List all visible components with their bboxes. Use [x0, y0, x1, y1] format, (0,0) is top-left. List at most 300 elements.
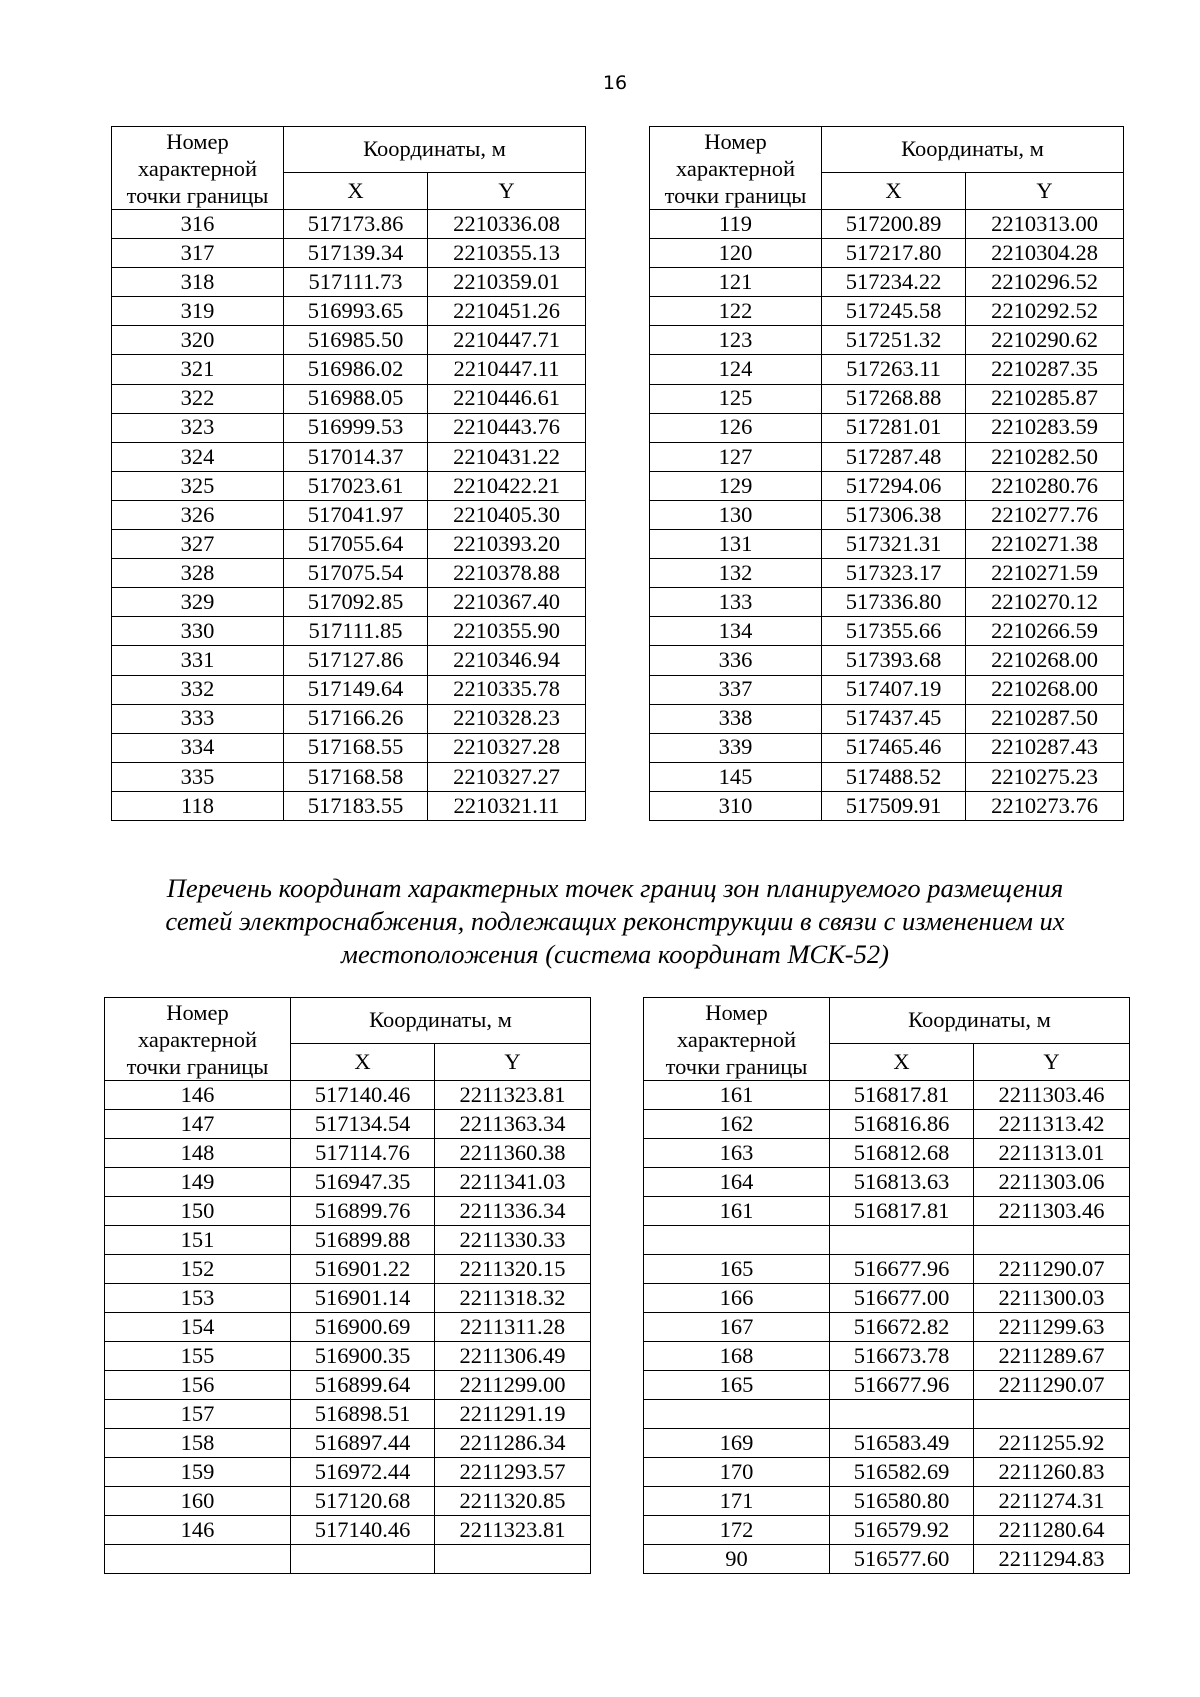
- y-coordinate-cell: 2211299.00: [435, 1371, 591, 1400]
- y-coordinate-cell: [974, 1226, 1130, 1255]
- point-number-cell: 163: [644, 1139, 830, 1168]
- table-row: [644, 1516, 1130, 1545]
- table-row: [112, 268, 586, 297]
- table-body: [112, 210, 586, 821]
- table-row: [644, 1487, 1130, 1516]
- table-row: [105, 1458, 591, 1487]
- table-row: [105, 1226, 591, 1255]
- x-coordinate-cell: 516901.14: [291, 1284, 435, 1313]
- y-coordinate-cell: 2211260.83: [974, 1458, 1130, 1487]
- table-row: [650, 384, 1124, 413]
- point-number-cell: 328: [112, 559, 284, 588]
- page-number: 16: [602, 72, 628, 94]
- coordinates-table-top-left: [111, 126, 586, 821]
- y-coordinate-cell: 2210296.52: [966, 268, 1124, 297]
- point-number-cell: 165: [644, 1255, 830, 1284]
- point-number-cell: 165: [644, 1371, 830, 1400]
- y-coordinate-cell: 2211330.33: [435, 1226, 591, 1255]
- x-coordinate-cell: 516812.68: [830, 1139, 974, 1168]
- table-row: [650, 326, 1124, 355]
- x-coordinate-cell: 517111.85: [284, 617, 428, 646]
- point-number-cell: 330: [112, 617, 284, 646]
- point-number-cell: 123: [650, 326, 822, 355]
- table-row: [112, 413, 586, 442]
- y-coordinate-cell: 2210328.23: [428, 704, 586, 733]
- table-row: [105, 1371, 591, 1400]
- point-number-cell: 146: [105, 1516, 291, 1545]
- table-row: [650, 268, 1124, 297]
- point-number-cell: 148: [105, 1139, 291, 1168]
- table-row: [650, 297, 1124, 326]
- x-coordinate-cell: 517407.19: [822, 675, 966, 704]
- x-coordinate-cell: 517294.06: [822, 471, 966, 500]
- y-coordinate-cell: 2211360.38: [435, 1139, 591, 1168]
- x-coordinate-cell: 516947.35: [291, 1168, 435, 1197]
- y-coordinate-cell: 2210447.11: [428, 355, 586, 384]
- table-row: [644, 1342, 1130, 1371]
- table-row: [644, 1139, 1130, 1168]
- point-number-cell: 332: [112, 675, 284, 704]
- table-row: [644, 1081, 1130, 1110]
- table-row: [112, 471, 586, 500]
- point-number-cell: 153: [105, 1284, 291, 1313]
- table-row: [644, 1545, 1130, 1574]
- point-number-cell: 161: [644, 1081, 830, 1110]
- point-number-cell: 131: [650, 530, 822, 559]
- point-number-cell: 339: [650, 733, 822, 762]
- y-coordinate-cell: 2210290.62: [966, 326, 1124, 355]
- y-coordinate-cell: 2211274.31: [974, 1487, 1130, 1516]
- y-coordinate-cell: 2210280.76: [966, 471, 1124, 500]
- point-number-cell: 127: [650, 442, 822, 471]
- x-coordinate-cell: 516898.51: [291, 1400, 435, 1429]
- point-number-cell: 132: [650, 559, 822, 588]
- table-row: [650, 588, 1124, 617]
- y-coordinate-cell: 2210287.50: [966, 704, 1124, 733]
- table-row: [105, 1400, 591, 1429]
- table-row: [644, 1255, 1130, 1284]
- x-coordinate-cell: 517217.80: [822, 239, 966, 268]
- x-coordinate-cell: 517075.54: [284, 559, 428, 588]
- point-number-cell: [105, 1545, 291, 1574]
- table-row: [644, 1284, 1130, 1313]
- x-coordinate-cell: 517336.80: [822, 588, 966, 617]
- table-row: [112, 239, 586, 268]
- y-coordinate-cell: 2211290.07: [974, 1255, 1130, 1284]
- x-coordinate-cell: 517149.64: [284, 675, 428, 704]
- table-row: [650, 646, 1124, 675]
- table-row: [650, 675, 1124, 704]
- header-y: Y: [974, 1044, 1130, 1081]
- x-coordinate-cell: 517166.26: [284, 704, 428, 733]
- table-row: [105, 1168, 591, 1197]
- y-coordinate-cell: 2211320.85: [435, 1487, 591, 1516]
- table-row: [105, 1081, 591, 1110]
- x-coordinate-cell: 517465.46: [822, 733, 966, 762]
- x-coordinate-cell: 517488.52: [822, 762, 966, 791]
- y-coordinate-cell: 2210367.40: [428, 588, 586, 617]
- point-number-cell: 120: [650, 239, 822, 268]
- x-coordinate-cell: [291, 1545, 435, 1574]
- x-coordinate-cell: 517251.32: [822, 326, 966, 355]
- y-coordinate-cell: 2211306.49: [435, 1342, 591, 1371]
- header-y: Y: [966, 173, 1124, 210]
- point-number-cell: 319: [112, 297, 284, 326]
- x-coordinate-cell: 517168.58: [284, 762, 428, 791]
- header-x: X: [291, 1044, 435, 1081]
- point-number-cell: 119: [650, 210, 822, 239]
- table-row: [105, 1255, 591, 1284]
- table-row: [105, 1429, 591, 1458]
- table-row: [650, 530, 1124, 559]
- header-coordinates: Координаты, м: [822, 127, 1124, 173]
- point-number-cell: 129: [650, 471, 822, 500]
- point-number-cell: 160: [105, 1487, 291, 1516]
- y-coordinate-cell: 2210292.52: [966, 297, 1124, 326]
- x-coordinate-cell: 517245.58: [822, 297, 966, 326]
- table-row: [112, 675, 586, 704]
- y-coordinate-cell: 2210431.22: [428, 442, 586, 471]
- x-coordinate-cell: 517127.86: [284, 646, 428, 675]
- point-number-cell: 327: [112, 530, 284, 559]
- y-coordinate-cell: 2211311.28: [435, 1313, 591, 1342]
- table-row: [105, 1197, 591, 1226]
- x-coordinate-cell: 517287.48: [822, 442, 966, 471]
- y-coordinate-cell: 2210346.94: [428, 646, 586, 675]
- x-coordinate-cell: 516817.81: [830, 1081, 974, 1110]
- point-number-cell: 156: [105, 1371, 291, 1400]
- point-number-cell: 161: [644, 1197, 830, 1226]
- y-coordinate-cell: 2211293.57: [435, 1458, 591, 1487]
- x-coordinate-cell: 516986.02: [284, 355, 428, 384]
- table-header: [644, 998, 1130, 1081]
- x-coordinate-cell: 517281.01: [822, 413, 966, 442]
- x-coordinate-cell: 517168.55: [284, 733, 428, 762]
- y-coordinate-cell: 2211320.15: [435, 1255, 591, 1284]
- point-number-cell: 122: [650, 297, 822, 326]
- x-coordinate-cell: 516580.80: [830, 1487, 974, 1516]
- point-number-cell: 133: [650, 588, 822, 617]
- x-coordinate-cell: 516673.78: [830, 1342, 974, 1371]
- y-coordinate-cell: 2211336.34: [435, 1197, 591, 1226]
- x-coordinate-cell: 517200.89: [822, 210, 966, 239]
- table-row: [650, 471, 1124, 500]
- x-coordinate-cell: 516577.60: [830, 1545, 974, 1574]
- header-x: X: [284, 173, 428, 210]
- y-coordinate-cell: 2211289.67: [974, 1342, 1130, 1371]
- point-number-cell: 338: [650, 704, 822, 733]
- x-coordinate-cell: 517140.46: [291, 1516, 435, 1545]
- x-coordinate-cell: 517321.31: [822, 530, 966, 559]
- point-number-cell: 317: [112, 239, 284, 268]
- x-coordinate-cell: 517355.66: [822, 617, 966, 646]
- y-coordinate-cell: 2211286.34: [435, 1429, 591, 1458]
- point-number-cell: 171: [644, 1487, 830, 1516]
- point-number-cell: 158: [105, 1429, 291, 1458]
- table-row: [112, 791, 586, 820]
- x-coordinate-cell: [830, 1226, 974, 1255]
- table-row: [650, 355, 1124, 384]
- point-number-cell: 154: [105, 1313, 291, 1342]
- point-number-cell: 130: [650, 500, 822, 529]
- table-row: [112, 530, 586, 559]
- x-coordinate-cell: 516985.50: [284, 326, 428, 355]
- x-coordinate-cell: 516582.69: [830, 1458, 974, 1487]
- x-coordinate-cell: 517092.85: [284, 588, 428, 617]
- table-row: [644, 1110, 1130, 1139]
- table-row: [650, 704, 1124, 733]
- x-coordinate-cell: 517140.46: [291, 1081, 435, 1110]
- point-number-cell: 162: [644, 1110, 830, 1139]
- point-number-cell: 126: [650, 413, 822, 442]
- x-coordinate-cell: 516672.82: [830, 1313, 974, 1342]
- header-x: X: [830, 1044, 974, 1081]
- table-row: [105, 1342, 591, 1371]
- table-row: [112, 646, 586, 675]
- table-row: [112, 355, 586, 384]
- x-coordinate-cell: 517023.61: [284, 471, 428, 500]
- header-point-number: Номер характерной точки границы: [644, 998, 830, 1081]
- point-number-cell: 146: [105, 1081, 291, 1110]
- header-y: Y: [435, 1044, 591, 1081]
- y-coordinate-cell: 2211303.46: [974, 1197, 1130, 1226]
- y-coordinate-cell: 2211300.03: [974, 1284, 1130, 1313]
- y-coordinate-cell: 2210393.20: [428, 530, 586, 559]
- table-row: [105, 1139, 591, 1168]
- point-number-cell: 169: [644, 1429, 830, 1458]
- y-coordinate-cell: 2210287.43: [966, 733, 1124, 762]
- y-coordinate-cell: 2210283.59: [966, 413, 1124, 442]
- y-coordinate-cell: 2210355.13: [428, 239, 586, 268]
- y-coordinate-cell: 2210446.61: [428, 384, 586, 413]
- table-row: [644, 1458, 1130, 1487]
- table-row: [644, 1400, 1130, 1429]
- y-coordinate-cell: 2211313.01: [974, 1139, 1130, 1168]
- table-row: [112, 617, 586, 646]
- point-number-cell: 166: [644, 1284, 830, 1313]
- y-coordinate-cell: 2210378.88: [428, 559, 586, 588]
- table-row: [644, 1313, 1130, 1342]
- x-coordinate-cell: 517055.64: [284, 530, 428, 559]
- point-number-cell: 152: [105, 1255, 291, 1284]
- header-x: X: [822, 173, 966, 210]
- point-number-cell: 321: [112, 355, 284, 384]
- table-body: [650, 210, 1124, 821]
- point-number-cell: [644, 1400, 830, 1429]
- table-row: [112, 297, 586, 326]
- y-coordinate-cell: 2210327.28: [428, 733, 586, 762]
- point-number-cell: 318: [112, 268, 284, 297]
- x-coordinate-cell: 517234.22: [822, 268, 966, 297]
- point-number-cell: 324: [112, 442, 284, 471]
- y-coordinate-cell: 2210268.00: [966, 675, 1124, 704]
- y-coordinate-cell: [974, 1400, 1130, 1429]
- table-row: [112, 704, 586, 733]
- x-coordinate-cell: 516899.88: [291, 1226, 435, 1255]
- point-number-cell: 310: [650, 791, 822, 820]
- y-coordinate-cell: 2210321.11: [428, 791, 586, 820]
- point-number-cell: 329: [112, 588, 284, 617]
- point-number-cell: 333: [112, 704, 284, 733]
- table-row: [105, 1487, 591, 1516]
- x-coordinate-cell: 516583.49: [830, 1429, 974, 1458]
- table-row: [112, 762, 586, 791]
- y-coordinate-cell: 2210273.76: [966, 791, 1124, 820]
- table-row: [644, 1429, 1130, 1458]
- point-number-cell: 151: [105, 1226, 291, 1255]
- y-coordinate-cell: 2211341.03: [435, 1168, 591, 1197]
- section-heading: [100, 872, 1130, 971]
- y-coordinate-cell: 2210268.00: [966, 646, 1124, 675]
- point-number-cell: 325: [112, 471, 284, 500]
- table-row: [644, 1168, 1130, 1197]
- point-number-cell: 320: [112, 326, 284, 355]
- x-coordinate-cell: 516999.53: [284, 413, 428, 442]
- table-row: [644, 1197, 1130, 1226]
- y-coordinate-cell: 2210275.23: [966, 762, 1124, 791]
- table-row: [105, 1516, 591, 1545]
- table-header: [105, 998, 591, 1081]
- point-number-cell: 170: [644, 1458, 830, 1487]
- x-coordinate-cell: 517173.86: [284, 210, 428, 239]
- point-number-cell: 164: [644, 1168, 830, 1197]
- point-number-cell: 118: [112, 791, 284, 820]
- x-coordinate-cell: 516972.44: [291, 1458, 435, 1487]
- y-coordinate-cell: 2210405.30: [428, 500, 586, 529]
- header-point-number: Номер характерной точки границы: [650, 127, 822, 210]
- table-row: [650, 210, 1124, 239]
- y-coordinate-cell: 2211299.63: [974, 1313, 1130, 1342]
- point-number-cell: 90: [644, 1545, 830, 1574]
- section-heading-line: сетей электроснабжения, подлежащих реконструкции в связи с изменением их: [165, 906, 1065, 936]
- table-row: [650, 733, 1124, 762]
- point-number-cell: 150: [105, 1197, 291, 1226]
- table-header: [650, 127, 1124, 210]
- x-coordinate-cell: 517134.54: [291, 1110, 435, 1139]
- coordinates-table-bottom-left: [104, 997, 591, 1574]
- y-coordinate-cell: 2210336.08: [428, 210, 586, 239]
- table-row: [105, 1545, 591, 1574]
- y-coordinate-cell: 2210271.59: [966, 559, 1124, 588]
- y-coordinate-cell: [435, 1545, 591, 1574]
- table-row: [112, 559, 586, 588]
- point-number-cell: 167: [644, 1313, 830, 1342]
- table-header: [112, 127, 586, 210]
- y-coordinate-cell: 2210287.35: [966, 355, 1124, 384]
- x-coordinate-cell: 516579.92: [830, 1516, 974, 1545]
- point-number-cell: 159: [105, 1458, 291, 1487]
- point-number-cell: 316: [112, 210, 284, 239]
- point-number-cell: 124: [650, 355, 822, 384]
- coordinates-table-top-right: [649, 126, 1124, 821]
- table-row: [112, 588, 586, 617]
- x-coordinate-cell: 517183.55: [284, 791, 428, 820]
- x-coordinate-cell: [830, 1400, 974, 1429]
- y-coordinate-cell: 2211363.34: [435, 1110, 591, 1139]
- table-row: [112, 210, 586, 239]
- x-coordinate-cell: 517111.73: [284, 268, 428, 297]
- table-row: [112, 733, 586, 762]
- point-number-cell: 149: [105, 1168, 291, 1197]
- y-coordinate-cell: 2210355.90: [428, 617, 586, 646]
- table-row: [105, 1110, 591, 1139]
- x-coordinate-cell: 516988.05: [284, 384, 428, 413]
- y-coordinate-cell: 2210327.27: [428, 762, 586, 791]
- table-row: [650, 791, 1124, 820]
- header-y: Y: [428, 173, 586, 210]
- x-coordinate-cell: 516817.81: [830, 1197, 974, 1226]
- x-coordinate-cell: 517306.38: [822, 500, 966, 529]
- table-row: [650, 442, 1124, 471]
- point-number-cell: 331: [112, 646, 284, 675]
- table-row: [650, 559, 1124, 588]
- y-coordinate-cell: 2210447.71: [428, 326, 586, 355]
- x-coordinate-cell: 516813.63: [830, 1168, 974, 1197]
- y-coordinate-cell: 2211290.07: [974, 1371, 1130, 1400]
- table-row: [650, 617, 1124, 646]
- x-coordinate-cell: 516900.35: [291, 1342, 435, 1371]
- x-coordinate-cell: 516677.96: [830, 1371, 974, 1400]
- table-row: [644, 1371, 1130, 1400]
- y-coordinate-cell: 2210451.26: [428, 297, 586, 326]
- table-body: [105, 1081, 591, 1574]
- table-row: [105, 1313, 591, 1342]
- point-number-cell: 337: [650, 675, 822, 704]
- y-coordinate-cell: 2211294.83: [974, 1545, 1130, 1574]
- y-coordinate-cell: 2210422.21: [428, 471, 586, 500]
- y-coordinate-cell: 2211318.32: [435, 1284, 591, 1313]
- x-coordinate-cell: 516897.44: [291, 1429, 435, 1458]
- point-number-cell: 145: [650, 762, 822, 791]
- table-row: [650, 500, 1124, 529]
- y-coordinate-cell: 2210266.59: [966, 617, 1124, 646]
- point-number-cell: 326: [112, 500, 284, 529]
- point-number-cell: 125: [650, 384, 822, 413]
- header-point-number: Номер характерной точки границы: [105, 998, 291, 1081]
- y-coordinate-cell: 2211303.06: [974, 1168, 1130, 1197]
- x-coordinate-cell: 516993.65: [284, 297, 428, 326]
- table-row: [650, 239, 1124, 268]
- y-coordinate-cell: 2211323.81: [435, 1081, 591, 1110]
- table-row: [644, 1226, 1130, 1255]
- y-coordinate-cell: 2210304.28: [966, 239, 1124, 268]
- header-coordinates: Координаты, м: [284, 127, 586, 173]
- point-number-cell: 323: [112, 413, 284, 442]
- point-number-cell: 168: [644, 1342, 830, 1371]
- y-coordinate-cell: 2210313.00: [966, 210, 1124, 239]
- coordinates-table-bottom-right: [643, 997, 1130, 1574]
- x-coordinate-cell: 517139.34: [284, 239, 428, 268]
- table-row: [650, 762, 1124, 791]
- x-coordinate-cell: 516816.86: [830, 1110, 974, 1139]
- table-row: [112, 326, 586, 355]
- y-coordinate-cell: 2211323.81: [435, 1516, 591, 1545]
- x-coordinate-cell: 517268.88: [822, 384, 966, 413]
- x-coordinate-cell: 517437.45: [822, 704, 966, 733]
- y-coordinate-cell: 2211313.42: [974, 1110, 1130, 1139]
- table-body: [644, 1081, 1130, 1574]
- table-row: [105, 1284, 591, 1313]
- y-coordinate-cell: 2210285.87: [966, 384, 1124, 413]
- point-number-cell: [644, 1226, 830, 1255]
- x-coordinate-cell: 517041.97: [284, 500, 428, 529]
- x-coordinate-cell: 516900.69: [291, 1313, 435, 1342]
- y-coordinate-cell: 2210359.01: [428, 268, 586, 297]
- x-coordinate-cell: 517114.76: [291, 1139, 435, 1168]
- point-number-cell: 147: [105, 1110, 291, 1139]
- x-coordinate-cell: 517509.91: [822, 791, 966, 820]
- y-coordinate-cell: 2211303.46: [974, 1081, 1130, 1110]
